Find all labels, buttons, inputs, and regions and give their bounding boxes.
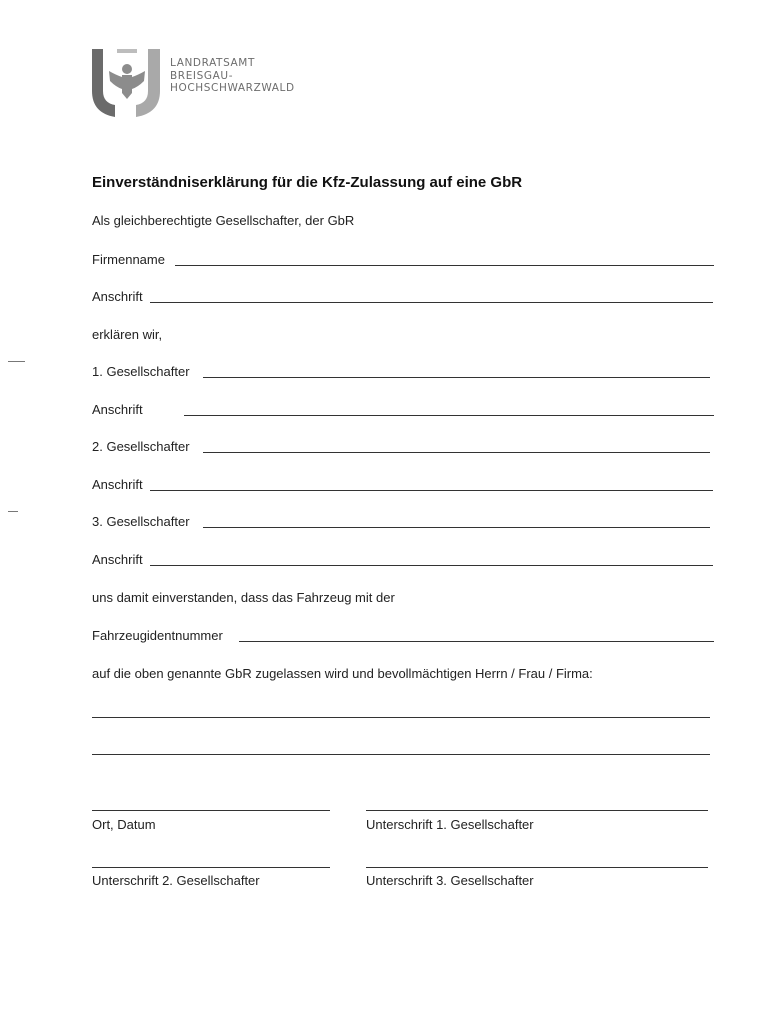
gesellschafter-3-label: 3. Gesellschafter — [92, 514, 190, 529]
punch-mark — [8, 511, 18, 512]
ort-datum-line[interactable] — [92, 810, 330, 811]
bevollmaechtigung-text: auf die oben genannte GbR zugelassen wird und bevollmächtigen Herrn / Frau / Firma: — [92, 666, 593, 681]
gesellschafter-2-label: 2. Gesellschafter — [92, 439, 190, 454]
fahrzeugidentnummer-label: Fahrzeugidentnummer — [92, 628, 223, 643]
fahrzeugidentnummer-line[interactable] — [239, 641, 714, 642]
logo-line-1: LANDRATSAMT — [170, 57, 255, 69]
bevollmaechtigter-line-2[interactable] — [92, 754, 710, 755]
unterschrift-1-label: Unterschrift 1. Gesellschafter — [366, 817, 534, 832]
landratsamt-logo — [92, 47, 162, 117]
gesellschafter-2-line[interactable] — [203, 452, 710, 453]
erklaeren-text: erklären wir, — [92, 327, 163, 342]
bevollmaechtigter-line-1[interactable] — [92, 717, 710, 718]
unterschrift-3-label: Unterschrift 3. Gesellschafter — [366, 873, 534, 888]
anschrift-2-label: Anschrift — [92, 477, 143, 492]
anschrift-3-label: Anschrift — [92, 552, 143, 567]
anschrift-3-line[interactable] — [150, 565, 713, 566]
gesellschafter-3-line[interactable] — [203, 527, 710, 528]
gesellschafter-1-line[interactable] — [203, 377, 710, 378]
gesellschafter-1-label: 1. Gesellschafter — [92, 364, 190, 379]
einverstanden-text: uns damit einverstanden, dass das Fahrzeug mit der — [92, 590, 395, 605]
form-title: Einverständniserklärung für die Kfz-Zulassung auf eine GbR — [92, 174, 523, 191]
unterschrift-2-line[interactable] — [92, 867, 330, 868]
unterschrift-2-label: Unterschrift 2. Gesellschafter — [92, 873, 260, 888]
logo-line-2: BREISGAU- — [170, 69, 234, 82]
intro-text: Als gleichberechtigte Gesellschafter, der GbR — [92, 213, 355, 228]
anschrift-firma-line[interactable] — [150, 302, 713, 303]
anschrift-firma-label: Anschrift — [92, 289, 143, 304]
logo-line-3: HOCHSCHWARZWALD — [170, 82, 295, 94]
anschrift-2-line[interactable] — [150, 490, 713, 491]
firmenname-line[interactable] — [175, 265, 714, 266]
eagle-emblem-icon — [109, 64, 145, 99]
anschrift-1-label: Anschrift — [92, 402, 143, 417]
anschrift-1-line[interactable] — [184, 415, 714, 416]
ort-datum-label: Ort, Datum — [92, 817, 156, 832]
unterschrift-1-line[interactable] — [366, 810, 708, 811]
logo-wordmark — [170, 57, 295, 95]
unterschrift-3-line[interactable] — [366, 867, 708, 868]
firmenname-label: Firmenname — [92, 252, 165, 267]
fold-mark — [8, 361, 25, 362]
